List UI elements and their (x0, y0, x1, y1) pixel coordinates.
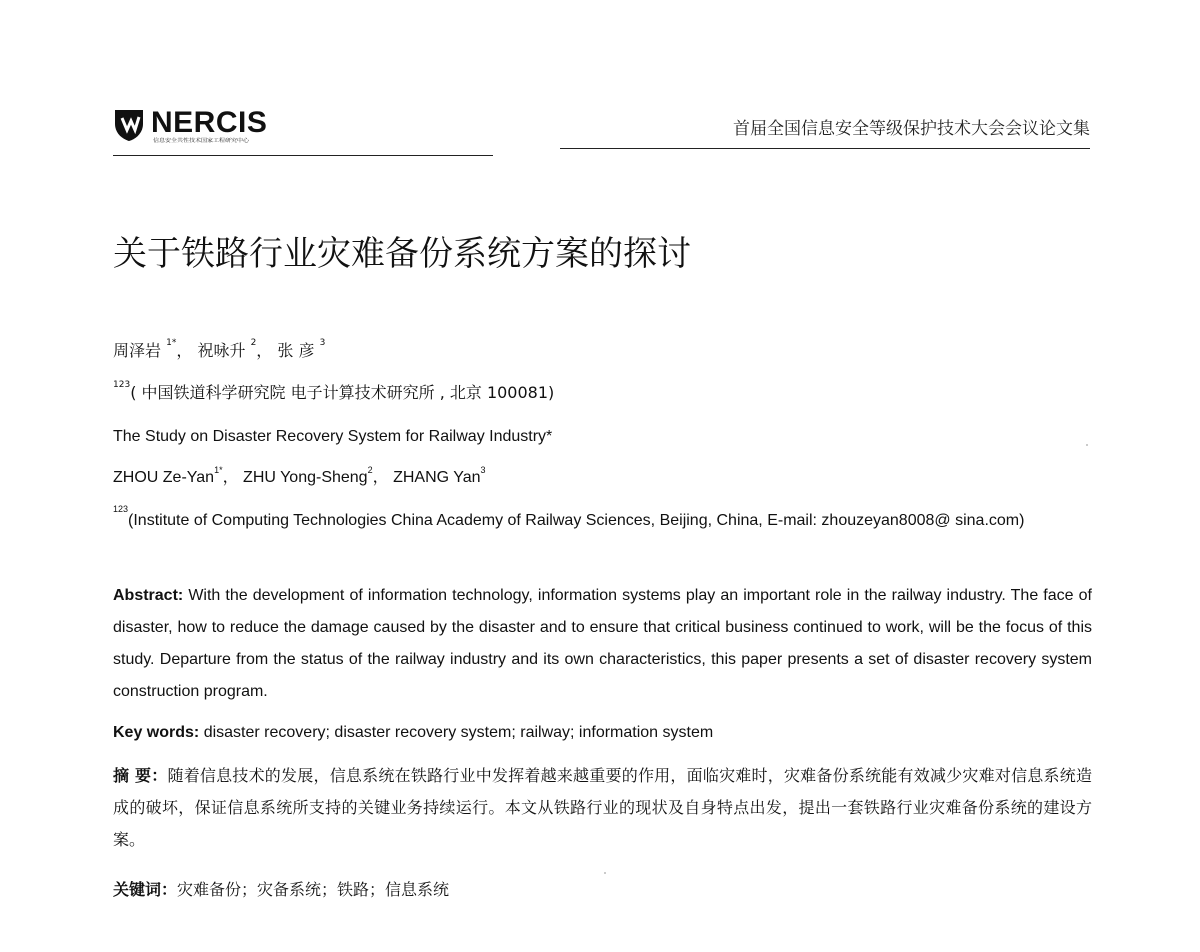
logo-text: NERCIS (151, 106, 268, 139)
authors-en (113, 467, 1093, 489)
keywords-en-label: Key words: (113, 724, 200, 741)
author-2-cn-sup: 2 (250, 338, 257, 348)
paper-title-en: The Study on Disaster Recovery System for Railway Industry* (113, 428, 553, 445)
header-rule-right (560, 148, 1090, 149)
proceedings-title: 首届全国信息安全等级保护技术大会会议论文集 (733, 119, 1090, 139)
author-2-en: ZHU Yong-Sheng (243, 469, 368, 486)
author-3-en: ZHANG Yan (393, 469, 481, 486)
abstract-cn (113, 760, 1092, 856)
author-separator: ， (256, 341, 273, 360)
author-2-en-sup: 2 (367, 465, 373, 475)
page-header (0, 0, 1200, 160)
keywords-cn-text: 灾难备份；灾备系统；铁路；信息系统 (177, 880, 450, 899)
author-1-en-sup: 1* (214, 465, 223, 475)
scan-speck (1086, 444, 1088, 446)
keywords-en-text: disaster recovery; disaster recovery system; railway; information system (203, 724, 714, 741)
author-separator: ， (372, 469, 389, 486)
author-1-cn-sup: 1* (166, 338, 177, 348)
author-2-cn: 祝咏升 (197, 341, 246, 360)
author-separator: ， (222, 469, 239, 486)
shield-logo-icon (113, 108, 145, 142)
abstract-cn-label: 摘 要： (113, 766, 168, 785)
logo-subtitle: 信息安全共性技术国家工程研究中心 (153, 138, 250, 144)
abstract-en (113, 580, 1092, 708)
affiliation-en-text: (Institute of Computing Technologies China Academy of Railway Sciences, Beijing, China, E-mail: zhouzeyan8008@ sina.com) (128, 512, 1025, 529)
keywords-en (113, 722, 1093, 744)
affiliation-en-sup: 123 (113, 504, 129, 514)
keywords-cn (113, 874, 1093, 906)
affiliation-cn-sup: 123 (113, 380, 131, 390)
author-1-en: ZHOU Ze-Yan (113, 469, 215, 486)
affiliation-en (113, 506, 1092, 536)
scan-speck (604, 872, 606, 874)
author-separator: ， (176, 341, 193, 360)
authors-cn (113, 340, 1093, 362)
affiliation-cn (113, 382, 1093, 404)
author-3-cn-sup: 3 (319, 338, 326, 348)
abstract-en-label: Abstract: (113, 587, 184, 604)
author-3-en-sup: 3 (480, 465, 486, 475)
author-1-cn: 周泽岩 (113, 341, 162, 360)
abstract-en-text: With the development of information technology, information systems play an important role in the railway industry. The face of disaster, how to reduce the damage caused by the disaster and to ensure that critical business continued to work, will be the focus of this study. Departure from the status of the railway industry and its own characteristics, this paper presents a set of disaster recovery system construction program. (113, 587, 1092, 700)
affiliation-cn-text: ( 中国铁道科学研究院 电子计算技术研究所 , 北京 100081) (130, 383, 555, 402)
author-3-cn: 张 彦 (277, 341, 315, 360)
header-rule-left (113, 155, 493, 156)
abstract-cn-text: 随着信息技术的发展，信息系统在铁路行业中发挥着越来越重要的作用，面临灾难时，灾难备份系统能有效减少灾难对信息系统造成的破坏，保证信息系统所支持的关键业务持续运行。本文从铁路行业的现状及自身特点出发，提出一套铁路行业灾难备份系统的建设方案。 (113, 766, 1092, 849)
keywords-cn-label: 关键词： (113, 880, 178, 899)
paper-title: 关于铁路行业灾难备份系统方案的探讨 (113, 234, 691, 274)
